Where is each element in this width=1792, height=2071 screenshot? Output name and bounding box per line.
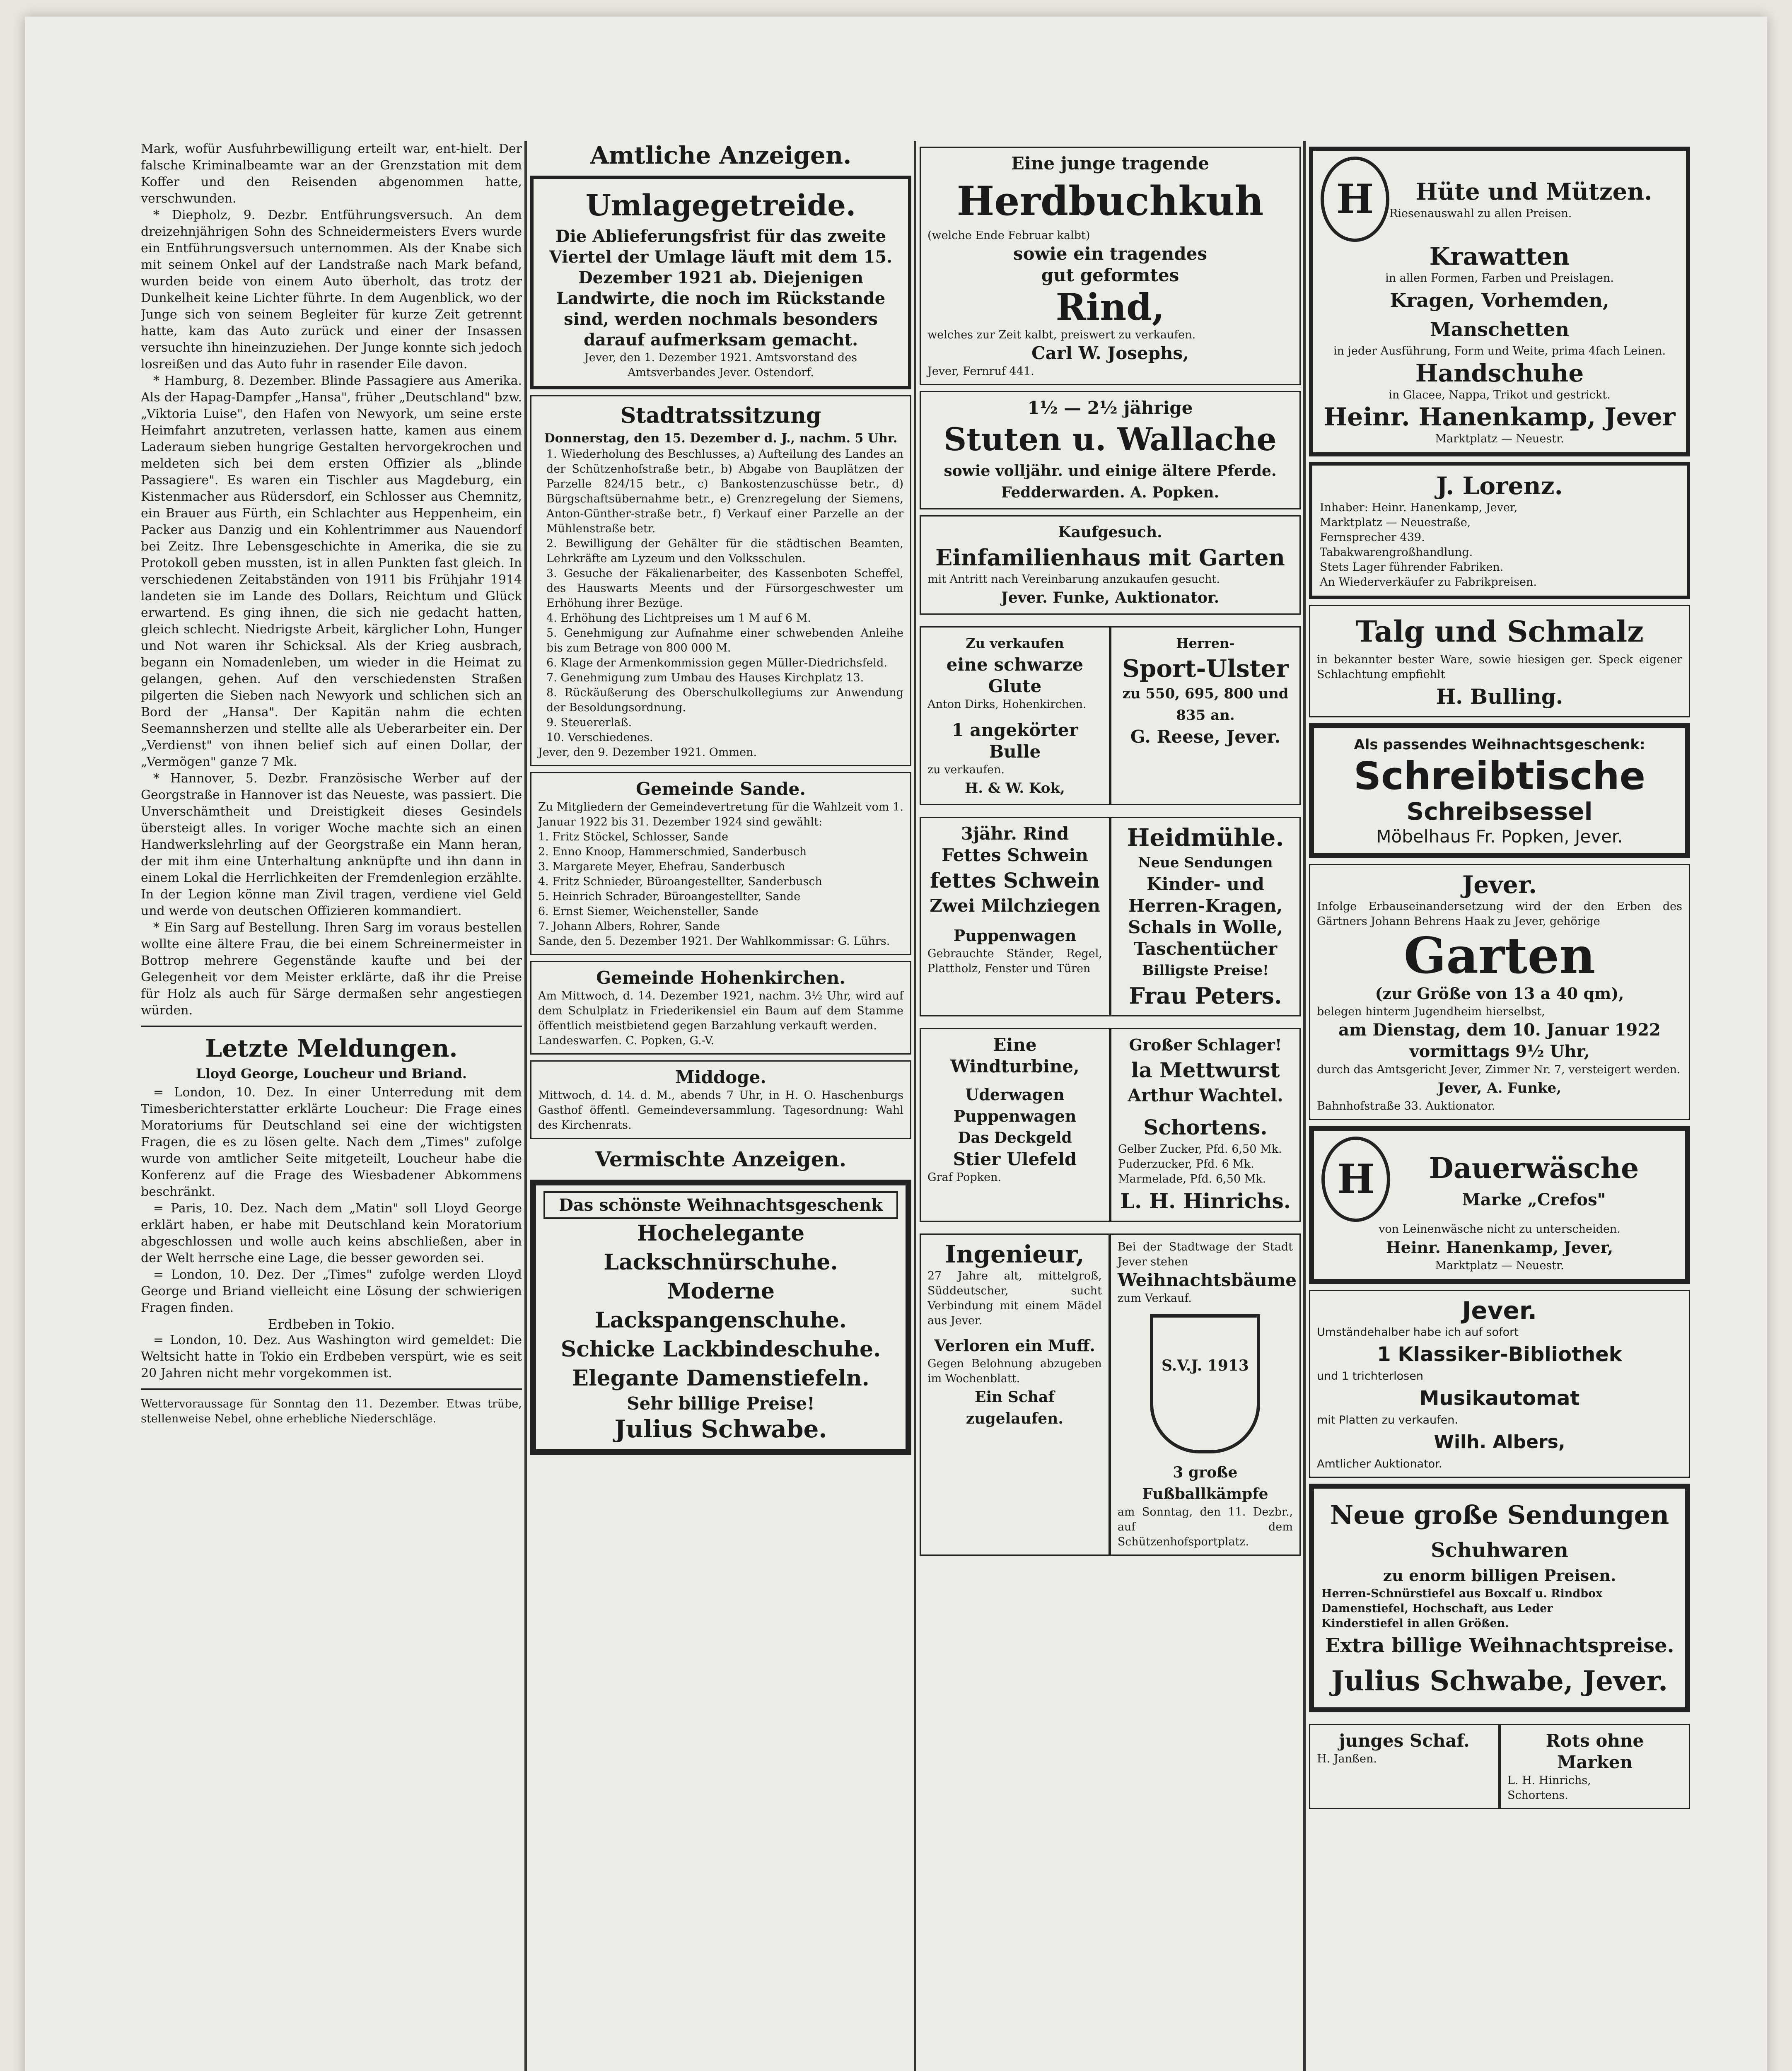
ad-herdbuchkuh	[920, 147, 1301, 385]
ad-line: zu enorm billigen Preisen.	[1383, 1566, 1616, 1585]
ad-line: Billigste Preise!	[1142, 962, 1269, 979]
ad-stuten	[920, 391, 1301, 509]
ad-line: in jeder Ausführung, Form und Weite, prima 4fach Leinen.	[1333, 345, 1666, 357]
ad-line: Puppenwagen	[953, 1107, 1077, 1125]
ad-line: Marmelade, Pfd. 6,50 Mk.	[1118, 1173, 1266, 1185]
ad-line: Moderne Lackspangenschuhe.	[595, 1279, 847, 1333]
agenda-item: 7. Genehmigung zum Umbau des Hauses Kirchplatz 13.	[546, 671, 864, 684]
ad-glute	[920, 626, 1110, 805]
ad-line: Julius Schwabe, Jever.	[1331, 1665, 1668, 1697]
ad-line: L. H. Hinrichs,	[1507, 1774, 1591, 1787]
ad-line: Musikautomat	[1419, 1387, 1580, 1410]
notice-date: Donnerstag, den 15. Dezember d. J., nachm. 5 Uhr.	[544, 431, 898, 446]
ad-line: junges Schaf.	[1339, 1731, 1470, 1751]
ad-line: Jever.	[1462, 871, 1537, 899]
ad-line: Stets Lager führender Fabriken.	[1320, 561, 1504, 574]
ad-line: Zwei Milchziegen	[930, 896, 1100, 916]
ad-line: Riesenauswahl zu allen Preisen.	[1389, 207, 1572, 220]
ad-line: Schicke Lackbindeschuhe.	[560, 1337, 881, 1362]
ad-line: Als passendes Weihnachtsgeschenk:	[1354, 736, 1645, 753]
ad-line: Herren-Kragen,	[1128, 896, 1283, 916]
ad-line: fettes Schwein	[930, 868, 1100, 893]
ad-windturbine	[920, 1028, 1110, 1222]
ad-line: Eine Windturbine,	[950, 1035, 1080, 1077]
ad-line: mit Antritt nach Vereinbarung anzukaufen gesucht.	[927, 573, 1220, 586]
column-divider	[914, 141, 916, 2071]
ad-line: Hochelegante Lackschnürschuhe.	[604, 1221, 838, 1275]
column-divider	[1303, 141, 1306, 2071]
ad-klassiker	[1309, 1290, 1690, 1478]
agenda-item: 1. Wiederholung des Beschlusses, a) Aufteilung des Landes an der Schützenhofstraße betr., b) Abgabe von Bauplätzen der Parzelle 824/15 betr., c) Bankostenzuschüsse betr., d) Bürgschaftsübernahme betr., e) Grenzregelung der Siemens, Anton-Günther-straße betr., f) Verkauf einer Parzelle an der Mühlenstraße betr.	[546, 448, 903, 535]
ad-schaf	[1309, 1724, 1500, 1809]
ad-line: 3jähr. Rind	[961, 823, 1069, 844]
ad-line: Marktplatz — Neuestraße,	[1320, 516, 1471, 529]
ad-line: Infolge Erbauseinandersetzung wird der den Erben des Gärtners Johann Behrens Haak zu Jever, gehörige	[1317, 900, 1682, 928]
ad-line: Stier Ulefeld	[953, 1149, 1077, 1169]
ad-line: Fedderwarden. A. Popken.	[1001, 484, 1220, 501]
ad-line: Jever.	[1462, 1296, 1537, 1325]
news-paragraph: * Ein Sarg auf Bestellung. Ihren Sarg im voraus bestellen wollte eine ältere Frau, die bei einem Schreinermeister in Bottrop mehrere Gegenstände kaufte und bei der Gelegenheit vor dem Meister erklärte, daß ihr die Preise für Holz als auch für Särge dermaßen sehr angestiegen würden.	[141, 920, 522, 1018]
ad-line: Graf Popken.	[927, 1171, 1002, 1184]
svj-emblem-icon: S.V.J. 1913	[1150, 1314, 1260, 1453]
hanenkamp-logo-icon: H	[1321, 1137, 1390, 1222]
ad-line: 1 Klassiker-Bibliothek	[1377, 1343, 1622, 1366]
ad-line: Möbelhaus Fr. Popken, Jever.	[1376, 826, 1623, 847]
ad-line: An Wiederverkäufer zu Fabrikpreisen.	[1320, 576, 1537, 589]
ad-line: Rind,	[1055, 285, 1165, 328]
ad-line: durch das Amtsgericht Jever, Zimmer Nr. 7, versteigert werden.	[1317, 1063, 1681, 1076]
ad-row	[920, 1022, 1301, 1228]
ad-line: Damenstiefel, Hochschaft, aus Leder	[1321, 1602, 1553, 1615]
ad-line: mit Platten zu verkaufen.	[1317, 1414, 1458, 1427]
ad-line: Gebrauchte Ständer, Regel, Plattholz, Fenster und Türen	[927, 947, 1102, 975]
ad-svj-fussball	[1110, 1233, 1301, 1556]
ad-line: Einfamilienhaus mit Garten	[935, 544, 1285, 571]
ad-line: L. H. Hinrichs.	[1120, 1189, 1291, 1213]
ad-line: Das schönste Weihnachtsgeschenk	[543, 1191, 898, 1219]
notice-stadtrat	[530, 395, 911, 766]
news-paragraph: = London, 10. Dez. Aus Washington wird gemeldet: Die Weltsicht hatte in Tokio ein Erdbeben verspürt, wie es seit 20 Jahren nicht mehr vorgekommen ist.	[141, 1333, 522, 1381]
ad-line: Arthur Wachtel.	[1128, 1085, 1283, 1105]
ad-line: Garten	[1403, 927, 1596, 985]
ad-line: Eine junge tragende	[1011, 153, 1210, 174]
ad-line: 3 große Fußballkämpfe	[1142, 1464, 1268, 1503]
ad-rots	[1500, 1724, 1690, 1809]
ad-line: Neue große Sendungen	[1330, 1500, 1669, 1530]
ad-line: Julius Schwabe.	[614, 1415, 827, 1443]
ad-line: Großer Schlager!	[1129, 1036, 1282, 1054]
ad-line: Ein Schaf zugelaufen.	[966, 1388, 1063, 1427]
ad-line: Schortens.	[1143, 1115, 1268, 1139]
news-paragraph: * Diepholz, 9. Dezbr. Entführungsversuch. An dem dreizehnjährigen Sohn des Schneidermeisters Evers wurde ein Entführungsversuch unternommen. Als der Knabe sich mit seinem Onkel auf der Landstraße nach Mark befand, wurden beide von einem Auto überholt, das trotz der Dunkelheit keine Lichter führte. In dem Augenblick, wo der Junge sich von seinem Begleiter für kurze Zeit getrennt hatte, kam das Auto zurück und einer der Insassen versuchte ihn hineinzuziehen. Der Junge konnte sich jedoch losreißen und das Auto fuhr in rasender Eile davon.	[141, 208, 522, 372]
ad-line: Dauerwäsche	[1429, 1152, 1639, 1185]
ad-line: Gegen Belohnung abzugeben im Wochenblatt.	[927, 1357, 1102, 1385]
ad-line: Rots ohne Marken	[1546, 1731, 1644, 1772]
ad-row	[920, 811, 1301, 1022]
ad-line: Elegante Damenstiefeln.	[572, 1366, 869, 1391]
ad-line: H. Janßen.	[1317, 1752, 1377, 1765]
ad-line: Marktplatz — Neuestr.	[1435, 1259, 1564, 1272]
subheading: Lloyd George, Loucheur und Briand.	[196, 1066, 467, 1081]
ad-line: 1 angekörter Bulle	[952, 720, 1078, 762]
notice-text: Am Mittwoch, d. 14. Dezember 1921, nachm. 3½ Uhr, wird auf dem Schulplatz in Friederikensiel ein Baum auf dem Stamme öffentlich meistbietend gegen Barzahlung verkauft werden.	[538, 990, 903, 1032]
ad-line: eine schwarze Glute	[946, 654, 1084, 696]
weather-forecast: Wettervoraussage für Sonntag den 11. Dezember. Etwas trübe, stellenweise Nebel, ohne erhebliche Niederschläge.	[141, 1398, 522, 1425]
ad-line: Bei der Stadtwage der Stadt Jever stehen	[1117, 1241, 1293, 1268]
notice-middoge	[530, 1060, 911, 1139]
notice-signature: Jever, den 9. Dezember 1921. Ommen.	[538, 746, 757, 759]
ad-line: Heinr. Hanenkamp, Jever,	[1386, 1238, 1613, 1257]
ad-line: Schuhwaren	[1431, 1539, 1568, 1562]
ad-line: am Dienstag, dem 10. Januar 1922	[1338, 1020, 1661, 1040]
agenda-item: 3. Gesuche der Fäkalienarbeiter, des Kassenboten Scheffel, des Hauswarts Meents und der Fürsorgeschwester um Erhöhung ihrer Bezüge.	[546, 567, 903, 610]
hanenkamp-logo-icon: H	[1321, 157, 1389, 242]
column-divider	[524, 141, 527, 2071]
list-item: 1. Fritz Stöckel, Schlosser, Sande	[538, 830, 729, 843]
agenda-item: 2. Bewilligung der Gehälter für die städtischen Beamten, Lehrkräfte am Lyzeum und den Volksschulen.	[546, 537, 903, 565]
list-item: 2. Enno Knoop, Hammerschmied, Sanderbusch	[538, 845, 807, 858]
ad-line: Jever. Funke, Auktionator.	[1001, 589, 1220, 606]
divider	[141, 1026, 522, 1027]
ad-line: belegen hinterm Jugendheim hierselbst,	[1317, 1005, 1545, 1018]
ad-row	[920, 620, 1301, 811]
ad-line: Frau Peters.	[1129, 982, 1282, 1009]
ad-line: vormittags 9½ Uhr,	[1409, 1042, 1590, 1061]
ad-line: in Glacee, Nappa, Trikot und gestrickt.	[1389, 389, 1611, 401]
ad-line: zu 550, 695, 800 und 835 an.	[1122, 686, 1289, 724]
ad-line: Kragen, Vorhemden, Manschetten	[1390, 289, 1609, 340]
news-paragraph: = Paris, 10. Dez. Nach dem „Matin" soll Lloyd George erklärt haben, er habe mit Deutschland kein Moratorium abgeschlossen und wolle auch keins abschließen, aber in der Welt herrsche eine Lage, die besser geworden sei.	[141, 1201, 522, 1265]
ad-line: Krawatten	[1429, 242, 1570, 270]
ad-line: Umständehalber habe ich auf sofort	[1317, 1326, 1519, 1339]
ad-line: Zu verkaufen	[966, 635, 1064, 651]
ad-row	[1309, 1718, 1690, 1815]
ad-line: H. & W. Kok,	[965, 780, 1065, 797]
ad-ingenieur	[920, 1233, 1110, 1556]
ad-einfamilienhaus	[920, 515, 1301, 615]
notice-title: Stadtratssitzung	[620, 403, 821, 428]
ad-line: Wilh. Albers,	[1434, 1431, 1565, 1453]
ad-line: Schals in Wolle,	[1128, 917, 1283, 937]
ad-line: Stuten u. Wallache	[944, 421, 1277, 458]
ad-line: (welche Ende Februar kalbt)	[927, 229, 1090, 242]
ad-line: Taschentücher	[1133, 939, 1278, 959]
notice-text: Zu Mitgliedern der Gemeindevertretung für die Wahlzeit vom 1. Januar 1922 bis 31. Dezember 1924 sind gewählt:	[538, 801, 903, 828]
ad-line: Heidmühle.	[1127, 823, 1284, 852]
section-heading: Amtliche Anzeigen.	[590, 141, 852, 169]
ad-livestock	[920, 817, 1110, 1016]
ad-line: Marktplatz — Neuestr.	[1435, 432, 1564, 445]
ad-dauerwaesche	[1309, 1126, 1690, 1284]
ad-line: 27 Jahre alt, mittelgroß, Süddeutscher, sucht Verbindung mit einem Mädel aus Jever.	[927, 1270, 1102, 1327]
ad-line: in allen Formen, Farben und Preislagen.	[1385, 272, 1614, 285]
news-paragraph: = London, 10. Dez. In einer Unterredung mit dem Timesberichterstatter erklärte Loucheur: Die Frage eines Moratoriums für Deutschland sei eine der wichtigsten Fragen, die es zu lösen gelte. Nach dem „Times" zufolge wurde von amtlicher Seite mitgeteilt, Loucheur habe die Konferenz auf die Frage des Wiesbadener Abkommens beschränkt.	[141, 1085, 522, 1199]
ad-line: Carl W. Josephs,	[1031, 343, 1189, 363]
agenda-item: 4. Erhöhung des Lichtpreises um 1 M auf 6 M.	[546, 612, 811, 625]
section-heading: Letzte Meldungen.	[205, 1034, 458, 1062]
ad-mettwurst	[1110, 1028, 1301, 1222]
ad-sport-ulster	[1110, 626, 1301, 805]
ads-column-right	[1309, 141, 1690, 2071]
agenda-item: 8. Rückäußerung des Oberschulkollegiums zur Anwendung der Besoldungsordnung.	[546, 686, 903, 714]
ad-line: Jever, A. Funke,	[1437, 1080, 1562, 1096]
list-item: 4. Fritz Schnieder, Büroangestellter, Sanderbusch	[538, 875, 822, 888]
ad-line: Das Deckgeld	[958, 1129, 1072, 1147]
ad-hanenkamp	[1309, 147, 1690, 456]
ads-column	[920, 141, 1301, 2071]
ad-line: zu verkaufen.	[927, 763, 1005, 776]
ad-line: la Mettwurst	[1131, 1058, 1280, 1082]
ad-line: sowie ein tragendes	[1013, 244, 1208, 264]
notice-title: Middoge.	[675, 1067, 766, 1087]
ad-line: welches zur Zeit kalbt, preiswert zu verkaufen.	[927, 328, 1196, 341]
ad-line: Weihnachtsbäume	[1117, 1270, 1297, 1290]
ad-line: am Sonntag, den 11. Dezbr., auf dem Schützenhofsportplatz.	[1117, 1506, 1293, 1548]
ad-line: H. Bulling.	[1436, 684, 1563, 709]
ad-line: Handschuhe	[1415, 359, 1584, 387]
ad-talg-schmalz	[1309, 605, 1690, 717]
ad-line: J. Lorenz.	[1436, 472, 1563, 500]
ad-line: Puppenwagen	[953, 926, 1077, 945]
ad-line: Gelber Zucker, Pfd. 6,50 Mk.	[1118, 1143, 1282, 1156]
agenda-item: 10. Verschiedenes.	[546, 731, 653, 744]
ad-line: Puderzucker, Pfd. 6 Mk.	[1118, 1158, 1254, 1171]
list-item: 7. Johann Albers, Rohrer, Sande	[538, 920, 720, 933]
agenda-item: 5. Genehmigung zur Aufnahme einer schwebenden Anleihe bis zum Betrage von 800 000 M.	[546, 627, 903, 654]
ad-line: Talg und Schmalz	[1355, 614, 1644, 649]
ad-garten	[1309, 864, 1690, 1120]
notice-sande	[530, 772, 911, 955]
notice-umlage	[530, 176, 911, 389]
ad-line: Sport-Ulster	[1122, 654, 1289, 683]
ad-line: Extra billige Weihnachtspreise.	[1325, 1634, 1674, 1657]
ad-line: von Leinenwäsche nicht zu unterscheiden.	[1379, 1223, 1621, 1236]
list-item: 3. Margarete Meyer, Ehefrau, Sanderbusch	[538, 860, 785, 873]
ad-line: Kinder- und	[1147, 874, 1264, 894]
ad-line: 1½ — 2½ jährige	[1027, 398, 1193, 418]
ad-line: Herren-	[1176, 635, 1235, 651]
ad-line: sowie volljähr. und einige ältere Pferde.	[944, 462, 1277, 480]
ad-line: Fernsprecher 439.	[1320, 531, 1425, 544]
ad-line: Kaufgesuch.	[1058, 524, 1162, 541]
notice-signature: Landeswarfen. C. Popken, G.-V.	[538, 1034, 715, 1047]
ad-row	[920, 1228, 1301, 1562]
ad-line: Inhaber: Heinr. Hanenkamp, Jever,	[1320, 501, 1518, 514]
divider	[141, 1388, 522, 1390]
ad-line: Bahnhofstraße 33. Auktionator.	[1317, 1100, 1495, 1113]
ad-schreibtische	[1309, 723, 1690, 858]
ad-line: Uderwagen	[965, 1085, 1065, 1104]
ad-line: Schreibtische	[1353, 754, 1646, 798]
ad-line: Tabakwarengroßhandlung.	[1320, 546, 1473, 559]
ad-line: Schreibsessel	[1406, 797, 1593, 826]
notice-title: Umlagegetreide.	[585, 188, 856, 222]
ad-line: Kinderstiefel in allen Größen.	[1321, 1617, 1509, 1630]
notice-signature: Sande, den 5. Dezember 1921. Der Wahlkommissar: G. Lührs.	[538, 935, 890, 948]
subheading: Erdbeben in Tokio.	[268, 1316, 395, 1332]
official-notices-column	[530, 141, 911, 2071]
ad-line: in bekannter bester Ware, sowie hiesigen ger. Speck eigener Schlachtung empfiehlt	[1317, 653, 1682, 681]
agenda-item: 6. Klage der Armenkommission gegen Müller-Diedrichsfeld.	[546, 657, 887, 669]
ad-line: Jever, Fernruf 441.	[927, 365, 1034, 378]
newspaper-page	[25, 17, 1767, 2071]
notice-signature: Jever, den 1. Dezember 1921. Amtsvorstand des Amtsverbandes Jever. Ostendorf.	[584, 351, 857, 379]
ad-line: Amtlicher Auktionator.	[1317, 1458, 1442, 1470]
ad-schwabe	[530, 1180, 911, 1455]
ad-line: Heinr. Hanenkamp, Jever	[1323, 403, 1676, 432]
notice-hohenkirchen	[530, 961, 911, 1055]
ad-line: gut geformtes	[1041, 265, 1179, 285]
ad-line: Hüte und Mützen.	[1415, 178, 1652, 205]
news-paragraph: = London, 10. Dez. Der „Times" zufolge werden Lloyd George und Briand vielleicht eine Lösung der schwierigen Fragen finden.	[141, 1267, 522, 1315]
notice-title: Gemeinde Hohenkirchen.	[596, 968, 845, 988]
ad-line: Neue Sendungen	[1138, 854, 1273, 871]
ad-lorenz	[1309, 462, 1690, 599]
ad-line: Verloren ein Muff.	[934, 1336, 1095, 1355]
list-item: 6. Ernst Siemer, Weichensteller, Sande	[538, 905, 758, 918]
list-item: 5. Heinrich Schrader, Büroangestellter, Sande	[538, 890, 801, 903]
ad-line: Marke „Crefos"	[1462, 1190, 1606, 1209]
notice-text: Die Ablieferungsfrist für das zweite Viertel der Umlage läuft mit dem 15. Dezember 1921 ab. Diejenigen Landwirte, die noch im Rückstande sind, werden nochmals besonders darauf aufmerksam gemacht.	[549, 227, 893, 350]
news-paragraph: * Hannover, 5. Dezbr. Französische Werber auf der Georgstraße in Hannover ist das Neueste, was passiert. Die Unverschämtheit und Dreistigkeit dieses Gesindels übersteigt alles. In voriger Woche machte sich an einen Handwerkslehrling auf der Georgstraße ein Mann heran, der mit ihm eine Unterhaltung anknüpfte und ihn dann in einem Lokal die Herrlichkeiten der Fremdenlegion erzählte. In der Legion könne man Zivil tragen, verdiene viel Geld und werde von deutschen Offizieren kommandiert.	[141, 771, 522, 918]
ad-line: Sehr billige Preise!	[627, 1393, 815, 1414]
news-column	[141, 141, 522, 2071]
ad-line: (zur Größe von 13 a 40 qm),	[1375, 984, 1624, 1003]
agenda-item: 9. Steuererlaß.	[546, 716, 632, 729]
ad-line: Anton Dirks, Hohenkirchen.	[927, 698, 1087, 711]
ad-line: und 1 trichterlosen	[1317, 1370, 1423, 1383]
ad-line: Herdbuchkuh	[956, 178, 1264, 224]
news-paragraph: * Hamburg, 8. Dezember. Blinde Passagiere aus Amerika. Als der Hapag-Dampfer „Hansa", früher „Deutschland" bzw. „Viktoria Luise", den Hafen von Newyork, um seine erste Heimfahrt anzutreten, verlassen hatte, kamen aus einem Laderaum sieben hungrige Gestalten hervorgekrochen und meldeten sich bei dem ersten Offizier als „blinde Passagiere". Es waren ein Tischler aus Magdeburg, ein Kistenmacher aus Rüdersdorf, ein Schlosser aus Chemnitz, ein Brauer aus Fürth, ein Schlachter aus Heppenheim, ein Packer aus Danzig und ein Kohlentrimmer aus Nauendorf bei Zeitz. Ihre Lebensgeschichte in Amerika, die sie zu Protokoll geben mussten, ist in allen Punkten fast gleich. In verschiedenen Zeitabständen von 1911 bis Frühjahr 1914 landeten sie im Lande des Dollars, Reichtum und Glück erwartend. Es ging ihnen, die sich nie gedacht hatten, gleich schlecht. Niedrigste Arbeit, kärglicher Lohn, Hunger und Not waren ihr Schicksal. Als der Krieg ausbrach, begann ein Nomadenleben, um wieder in die Heimat zu gelangen, gehen. Auf den verschiedensten Straßen pilgerten die Sieben nach Newyork und schlichen sich an Bord der „Hansa". Der Kapitän nahm die echten Seemannsherzen und stellte alle als Ueberarbeiter ein. Der „Verdienst" von ihnen belief sich auf einen Dollar, der „Vermögen" ganze 7 Mk.	[141, 374, 522, 769]
ad-line: zum Verkauf.	[1117, 1292, 1192, 1305]
ad-line: Fettes Schwein	[942, 845, 1088, 865]
ad-line: G. Reese, Jever.	[1130, 727, 1281, 747]
ad-line: Schortens.	[1507, 1789, 1568, 1802]
notice-text: Mittwoch, d. 14. d. M., abends 7 Uhr, in H. O. Haschenburgs Gasthof öffentl. Gemeindeversammlung. Tagesordnung: Wahl des Kirchenrats.	[538, 1089, 903, 1132]
ad-heidmuehle	[1110, 817, 1301, 1016]
ad-schuhwaren	[1309, 1484, 1690, 1712]
section-heading: Vermischte Anzeigen.	[595, 1147, 847, 1171]
news-paragraph: Mark, wofür Ausfuhrbewilligung erteilt war, ent-hielt. Der falsche Kriminalbeamte war an der Grenzstation mit dem Koffer und den Reisenden abgenommen hatte, verschwunden.	[141, 142, 522, 206]
ad-line: Ingenieur,	[945, 1240, 1084, 1268]
notice-title: Gemeinde Sande.	[636, 779, 806, 799]
ad-line: Herren-Schnürstiefel aus Boxcalf u. Rindbox	[1321, 1587, 1603, 1600]
